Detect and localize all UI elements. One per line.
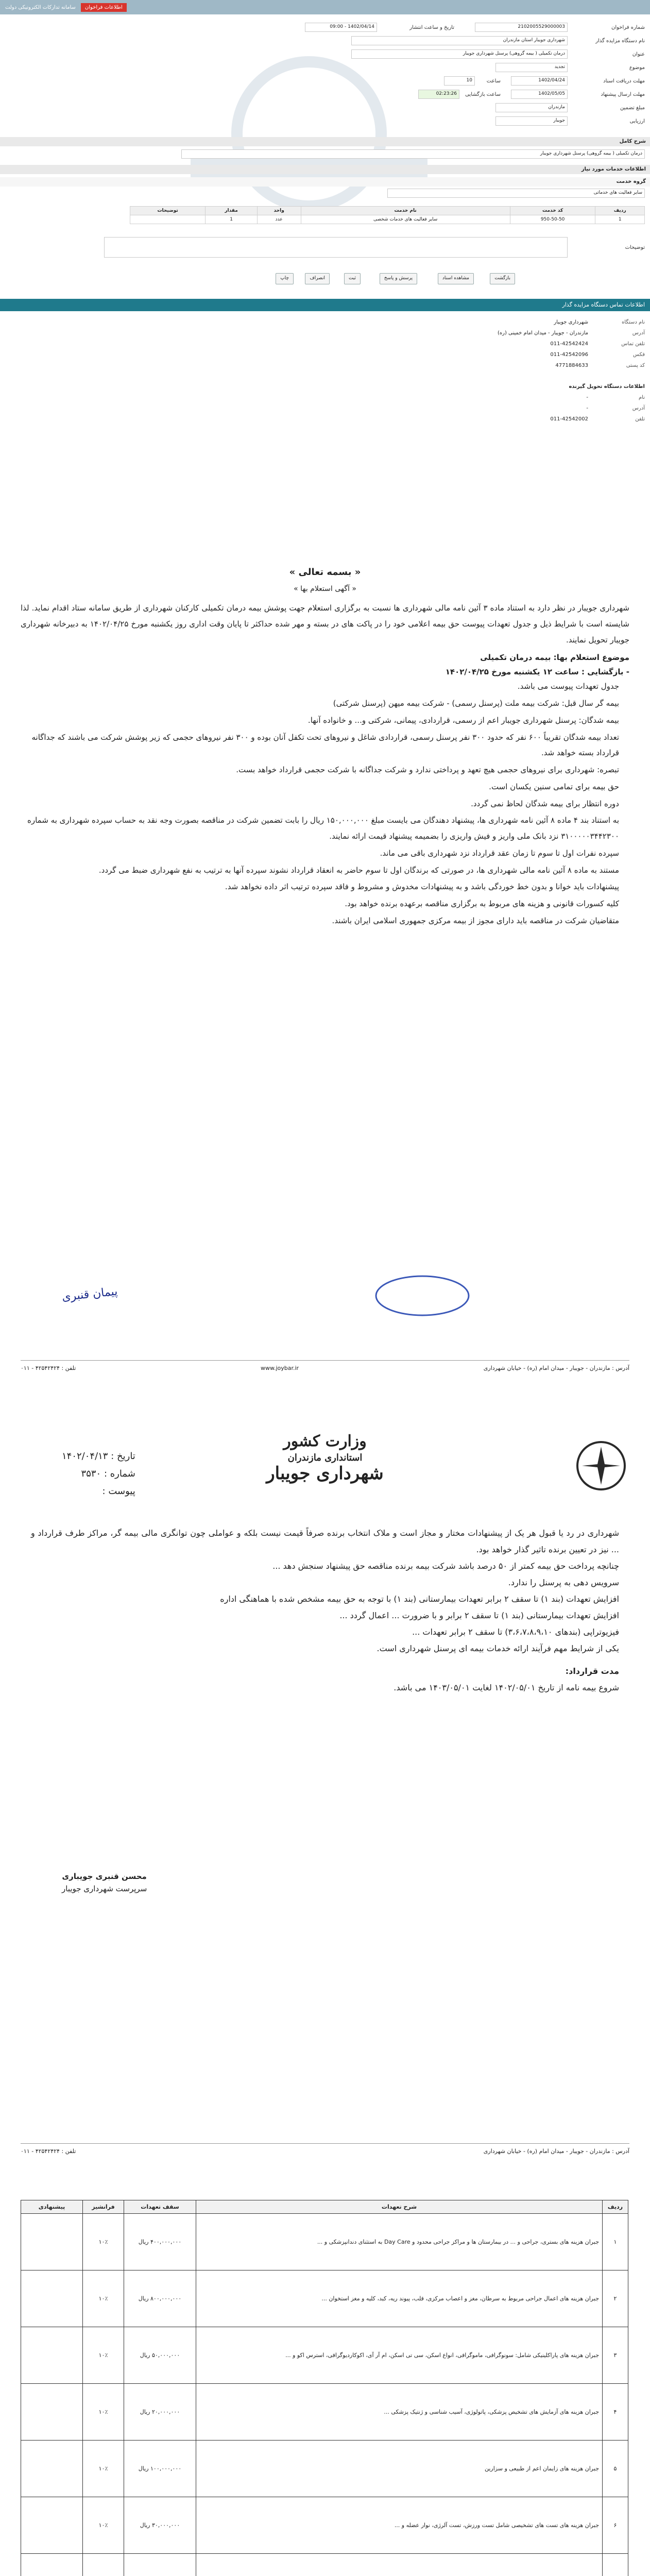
ministry-name: وزارت کشور xyxy=(283,1432,367,1450)
opening-time-field: 02:23:26 xyxy=(418,90,459,99)
publish-date-field: 1402/04/14 - 09:00 xyxy=(305,23,377,32)
field-row-guarantee xyxy=(495,103,645,112)
list-item: دوره انتظار برای بیمه شدگان لحاظ نمی گردد. xyxy=(471,799,619,808)
signature-1: پیمان قنبری xyxy=(61,1285,118,1304)
col-header: ردیف xyxy=(595,207,645,215)
franchise-cell: ۱۰٪ xyxy=(83,2497,124,2554)
stamp-icon xyxy=(371,1273,474,1319)
offer-cell xyxy=(21,2214,83,2270)
footnote-label: توضیحات xyxy=(625,244,645,250)
col-header: کد خدمت xyxy=(510,207,595,215)
list-item: تعداد بیمه شدگان تقریباً ۶۰۰ نفر که حدود ۳۰۰ نفر پرسنل رسمی، قراردادی شاغل و نیروهای تحت تکفل آنان بوده و ۳۰۰ نفر نیروهای حجمی که زیر پوشش شرکت می باشند که جداگانه قرارداد بسته خواهد شد. xyxy=(31,732,619,758)
contact-value: - xyxy=(586,405,588,411)
view-docs-button[interactable]: مشاهده اسناد xyxy=(438,273,474,284)
contact-line xyxy=(6,330,645,336)
letter-paragraph: افزایش تعهدات بیمارستانی (بند ۱) تا سقف ۲ برابر و با ضرورت ... اعمال گردد ... xyxy=(339,1611,619,1620)
notice-topic: موضوع استعلام بها: بیمه درمان تکمیلی xyxy=(480,653,629,663)
franchise-cell: ۱۰٪ xyxy=(83,2384,124,2441)
field-label: شماره فراخوان xyxy=(611,24,645,30)
footer-phone: تلفن : ۴۲۵۴۲۴۲۴ - ۰۱۱ xyxy=(21,1365,76,1371)
cap-cell xyxy=(124,2554,196,2576)
description-cell: جبران هزینه های آزمایش های تشخیص پزشکی، پاتولوژی، آسیب شناسی و ژنتیک پزشکی ... xyxy=(196,2384,603,2441)
letter-paragraph: یکی از شرایط مهم فرآیند ارائه خدمات بیمه ای پرسنل شهرداری است. xyxy=(377,1643,619,1653)
site-topbar xyxy=(0,0,650,14)
description-cell: جبران هزینه های پاراکلینیکی شامل: سونوگرافی، ماموگرافی، انواع اسکن، سی تی اسکن، ام آر آی، اکوکاردیوگرافی، استرس اکو و ... xyxy=(196,2327,603,2384)
footer-address: آدرس : مازندران - جویبار - میدان امام (ره) - خیابان شهرداری xyxy=(483,2148,629,2155)
table-row xyxy=(21,2327,628,2384)
field-row-docs-deadline xyxy=(444,76,645,86)
field-label: مهلت ارسال پیشنهاد xyxy=(601,91,645,97)
letter-body xyxy=(31,1525,619,1696)
date-label: تاریخ : xyxy=(111,1451,135,1462)
ministry-emblem-icon xyxy=(573,1437,629,1494)
field-label: نام دستگاه مزایده گذار xyxy=(595,38,645,44)
franchise-cell: ۱۰٪ xyxy=(83,2327,124,2384)
cell: 1 xyxy=(595,215,645,224)
coverage-table-body xyxy=(21,2214,628,2576)
notice-section xyxy=(0,536,650,1406)
org-name: شهرداری جویبار xyxy=(266,1463,384,1484)
offer-cell xyxy=(21,2554,83,2576)
org-name-field: شهرداری جویبار استان مازندران xyxy=(351,36,568,45)
contact-value: - xyxy=(586,395,588,400)
col-header: شرح تعهدات xyxy=(196,2200,603,2214)
cell: سایر فعالیت های خدمات شخصی xyxy=(301,215,510,224)
table-row xyxy=(21,2497,628,2554)
footnote-field xyxy=(104,237,568,258)
coverage-table-section xyxy=(0,2190,650,2576)
contact-line xyxy=(6,341,645,347)
tender-form-section xyxy=(0,0,650,299)
letter-paragraph: فیزیوتراپی (بندهای ۳،۶،۷،۸،۹،۱۰) تا سقف ۲ برابر تعهدات ... xyxy=(412,1627,619,1637)
full-description-band: شرح کامل xyxy=(0,137,650,146)
letter-signature xyxy=(62,1870,147,1895)
offer-cell xyxy=(21,2327,83,2384)
contact-key: فکس xyxy=(632,352,645,358)
cap-cell: ۱۰۰,۰۰۰,۰۰۰ ریال xyxy=(124,2441,196,2497)
services-info-band: اطلاعات خدمات مورد نیاز xyxy=(0,165,650,174)
franchise-cell: ۱۰٪ xyxy=(83,2214,124,2270)
offer-deadline-field: 1402/05/05 xyxy=(511,90,568,99)
letter-paragraph: شهرداری در رد یا قبول هر یک از پیشنهادات مختار و مجاز است و ملاک انتخاب برنده صرفاً قیمت نیست بلکه و عواملی چون توانگری مالی بیمه گر، مراکز طرف قرارداد و ... نیز در تعیین برنده تاثیر گذار خواهد بود. xyxy=(31,1528,619,1554)
offer-cell xyxy=(21,2270,83,2327)
letter-date: ۱۴۰۲/۰۴/۱۳ xyxy=(62,1451,108,1462)
field-label: ساعت xyxy=(486,78,501,84)
footer-web[interactable]: www.joybar.ir xyxy=(261,1365,299,1371)
cap-cell: ۳۰,۰۰۰,۰۰۰ ریال xyxy=(124,2497,196,2554)
field-label: ارزیابی xyxy=(629,118,645,124)
list-item: تبصره: شهرداری برای نیروهای حجمی هیچ تعهد و پرداختی ندارد و شرکت جداگانه با شرکت حجمی قرارداد خواهد بست. xyxy=(236,765,619,774)
contract-term-title: مدت قرارداد: xyxy=(565,1666,619,1676)
field-label: مبلغ تضمین xyxy=(620,105,645,111)
franchise-cell xyxy=(83,2554,124,2576)
print-button[interactable]: چاپ xyxy=(276,273,294,284)
contact-key: تلفن xyxy=(635,416,645,422)
field-label: تاریخ و ساعت انتشار xyxy=(409,24,454,30)
subject-field: تجدید xyxy=(495,63,568,72)
description-cell: جبران هزینه های بستری، جراحی و ... در بیمارستان ها و مراکز جراحی محدود و Day Care به استثنای دندانپزشکی و ... xyxy=(196,2214,603,2270)
qa-button[interactable]: پرسش و پاسخ xyxy=(380,273,417,284)
tender-number-field: 2102005529000003 xyxy=(475,23,568,32)
col-header: سقف تعهدات xyxy=(124,2200,196,2214)
footer-address: آدرس : مازندران - جویبار - میدان امام (ره) - خیابان شهرداری xyxy=(483,1365,629,1371)
field-row-subject xyxy=(495,63,645,72)
col-header: واحد xyxy=(257,207,301,215)
row-number-cell: ۱ xyxy=(603,2214,628,2270)
contact-key: نام دستگاه xyxy=(622,319,645,325)
table-row xyxy=(21,2441,628,2497)
description-row xyxy=(181,149,645,159)
footer-phone: تلفن : ۴۲۵۴۲۴۲۴ - ۰۱۱ xyxy=(21,2148,76,2155)
list-item: متقاضیان شرکت در مناقصه باید دارای مجوز از بیمه مرکزی جمهوری اسلامی ایران باشند. xyxy=(332,916,619,925)
number-label: شماره : xyxy=(104,1468,135,1480)
notice-conditions xyxy=(21,679,629,928)
cell: عدد xyxy=(257,215,301,224)
city-field: جویبار xyxy=(495,116,568,126)
table-row xyxy=(21,2384,628,2441)
receiver-title: اطلاعات دستگاه تحویل گیرنده xyxy=(569,384,645,389)
contact-value: 4771884633 xyxy=(555,363,588,368)
attach-label: پیوست : xyxy=(102,1486,135,1497)
service-group-row xyxy=(387,189,645,198)
description-cell: جبران هزینه های اعمال جراحی مربوط به سرطان، مغز و اعصاب مرکزی، قلب، پیوند ریه، کبد، کلیه و مغز استخوان ... xyxy=(196,2270,603,2327)
row-number-cell: ۲ xyxy=(603,2270,628,2327)
description-field: درمان تکمیلی ( بیمه گروهی) پرسنل شهرداری جویبار xyxy=(181,149,645,159)
cell xyxy=(130,215,206,224)
service-group-band: گروه خدمت xyxy=(0,177,650,187)
letter-section xyxy=(0,1406,650,2190)
cap-cell: ۴۰۰,۰۰۰,۰۰۰ ریال xyxy=(124,2214,196,2270)
letter-title xyxy=(175,1432,475,1484)
franchise-cell: ۱۰٪ xyxy=(83,2270,124,2327)
field-row-number xyxy=(305,23,645,32)
table-row xyxy=(21,2554,628,2576)
contact-section xyxy=(0,299,650,536)
contact-key: تلفن تماس xyxy=(621,341,645,347)
field-label: موضوع xyxy=(629,64,645,71)
service-group-field: سایر فعالیت های خدماتی xyxy=(387,189,645,198)
province-name: استانداری مازندران xyxy=(287,1452,363,1463)
site-title: سامانه تدارکات الکترونیکی دولت xyxy=(5,4,76,10)
table-row xyxy=(21,2270,628,2327)
service-table xyxy=(130,206,645,224)
col-header: ردیف xyxy=(603,2200,628,2214)
receiver-line xyxy=(6,405,645,411)
list-item: مستند به ماده ۸ آئین نامه مالی شهرداری ها، در صورتی که برندگان اول تا سوم حاضر به انعقاد قرارداد نشوند سپرده آنها به ترتیب به نفع شهرداری ضبط می گردد. xyxy=(98,865,619,875)
contact-key: نام xyxy=(638,395,645,400)
province-field: مازندران xyxy=(495,103,568,112)
row-number-cell: ۵ xyxy=(603,2441,628,2497)
contact-key: آدرس xyxy=(632,330,645,336)
cap-cell: ۵۰,۰۰۰,۰۰۰ ریال xyxy=(124,2327,196,2384)
contact-header: اطلاعات تماس دستگاه مزایده گذار xyxy=(0,299,650,311)
contact-value: 011-42542096 xyxy=(550,352,588,358)
submit-button[interactable]: ثبت xyxy=(344,273,361,284)
contact-key: کد پستی xyxy=(626,363,645,368)
receiver-line xyxy=(6,416,645,422)
letter-paragraph: سرویس دهی به پرسنل را ندارد. xyxy=(508,1578,619,1587)
row-number-cell: ۳ xyxy=(603,2327,628,2384)
signer-title: سرپرست شهرداری جویبار xyxy=(62,1884,147,1893)
list-item: به استناد بند ۴ ماده ۸ آئین نامه شهرداری ها، پیشنهاد دهندگان می بایست مبلغ ۱۵۰,۰۰۰,۰۰۰ ریال را بابت تضمین شرکت در مناقصه بصورت وجه نقد به حساب سپرده شهرداری به شماره ۳۱۰۰۰۰۰۳۴۴۲۳۰۰ نزد بانک ملی واریز و فیش واریزی را بضمیمه پیشنهاد قیمت ارائه نمایند. xyxy=(27,816,619,841)
receiver-line xyxy=(6,395,645,400)
list-item: بیمه شدگان: پرسنل شهرداری جویبار اعم از رسمی، قراردادی، پیمانی، شرکتی و... و خانواده آنها. xyxy=(307,715,619,725)
letter-footer xyxy=(21,2143,629,2174)
basmala: « بسمه تعالی » xyxy=(289,567,361,578)
letter-meta xyxy=(62,1448,135,1501)
list-item: پیشنهادات باید خوانا و بدون خط خوردگی باشد و به پیشنهادات مخدوش و مشروط و فاقد سپرده ترتیب اثر داده نخواهد شد. xyxy=(225,882,619,892)
cancel-button[interactable]: انصراف xyxy=(305,273,330,284)
contact-line xyxy=(6,319,645,325)
col-header: فرانشیز xyxy=(83,2200,124,2214)
contact-key: آدرس xyxy=(632,405,645,411)
col-header: مقدار xyxy=(206,207,258,215)
cap-cell: ۸۰۰,۰۰۰,۰۰۰ ریال xyxy=(124,2270,196,2327)
table-row xyxy=(130,215,645,224)
coverage-table-header xyxy=(21,2200,628,2214)
letter-paragraph: افزایش تعهدات (بند ۱) تا سقف ۲ برابر تعهدات بیمارستانی (بند ۱) با توجه به حق بیمه مشخص شده با هماهنگی اداره xyxy=(220,1594,619,1604)
list-item: جدول تعهدات پیوست می باشد. xyxy=(517,682,619,691)
offer-cell xyxy=(21,2441,83,2497)
tender-title-field: درمان تکمیلی ( بیمه گروهی) پرسنل شهرداری جویبار xyxy=(351,49,568,59)
field-label: مهلت دریافت اسناد xyxy=(603,78,645,84)
service-table-header xyxy=(130,207,645,215)
col-header: نام خدمت xyxy=(301,207,510,215)
col-header: پیشنهادی xyxy=(21,2200,83,2214)
notice-subtitle: « آگهی استعلام بها » xyxy=(294,585,356,593)
list-item: بیمه گر سال قبل: شرکت بیمه ملت (پرسنل رسمی) - شرکت بیمه میهن (پرسنل شرکتی) xyxy=(333,699,619,708)
contact-value: شهرداری جویبار xyxy=(554,319,588,325)
offer-cell xyxy=(21,2497,83,2554)
col-header: توضیحات xyxy=(130,207,206,215)
field-label: عنوان xyxy=(632,51,645,57)
list-item: سپرده نفرات اول تا سوم تا زمان عقد قرارداد نزد شهرداری باقی می ماند. xyxy=(380,848,619,858)
description-cell xyxy=(196,2554,603,2576)
cap-cell: ۲۰,۰۰۰,۰۰۰ ریال xyxy=(124,2384,196,2441)
footnote-row xyxy=(104,237,645,258)
contact-line xyxy=(6,352,645,358)
row-number-cell: ۴ xyxy=(603,2384,628,2441)
letter-paragraph: شروع بیمه نامه از تاریخ ۱۴۰۲/۰۵/۰۱ لغایت ۱۴۰۳/۰۵/۰۱ می باشد. xyxy=(394,1683,619,1692)
signer-name: محسن قنبری جویباری xyxy=(62,1872,147,1881)
docs-deadline-field: 1402/04/24 xyxy=(511,76,568,86)
cell: 950-50-50 xyxy=(510,215,595,224)
field-row-title xyxy=(351,49,645,59)
notice-footer xyxy=(21,1360,629,1391)
row-number-cell: ۶ xyxy=(603,2497,628,2554)
back-button[interactable]: بازگشت xyxy=(490,273,515,284)
cell: 1 xyxy=(206,215,258,224)
list-item: حق بیمه برای تمامی سنین یکسان است. xyxy=(489,782,619,791)
offer-cell xyxy=(21,2384,83,2441)
letter-paragraph: چنانچه پرداخت حق بیمه کمتر از ۵۰ درصد باشد شرکت بیمه برنده مناقصه حق پیشنهاد سنجش دهد ... xyxy=(272,1561,619,1571)
field-row-org xyxy=(351,36,645,45)
coverage-table xyxy=(21,2200,628,2576)
notice-opening-date: - بازگشایی : ساعت ۱۲ یکشنبه مورخ ۱۴۰۲/۰۴/۲۵ xyxy=(445,667,629,677)
row-number-cell xyxy=(603,2554,628,2576)
description-cell: جبران هزینه های زایمان اعم از طبیعی و سزارین xyxy=(196,2441,603,2497)
contact-value: 011-42542002 xyxy=(550,416,588,422)
docs-hour-field: 10 xyxy=(444,76,475,86)
list-item: کلیه کسورات قانونی و هزینه های مربوط به برگزاری مناقصه برعهده برنده خواهد بود. xyxy=(345,899,619,908)
contact-grid xyxy=(6,319,645,427)
action-buttons xyxy=(155,273,515,289)
contact-value: 011-42542424 xyxy=(550,341,588,347)
field-row-eval xyxy=(495,116,645,126)
table-row xyxy=(21,2214,628,2270)
contact-value: مازندران - جویبار - میدان امام خمینی (ره) xyxy=(497,330,588,336)
site-tab[interactable]: اطلاعات فراخوان xyxy=(81,3,127,12)
franchise-cell: ۱۰٪ xyxy=(83,2441,124,2497)
notice-intro: شهرداری جویبار در نظر دارد به استناد ماده ۳ آئین نامه مالی شهرداری ها نسبت به برگزاری استعلام جهت پوشش بیمه درمان تکمیلی کارکنان شهرداری از طریق سامانه ستاد اقدام نماید. لذا شایسته است با شرایط ذیل و جدول تعهدات پیوست حق بیمه اعلامی خود را در پاکت های در بسته و مهر شده حداکثر تا پایان وقت اداری روز یکشنبه مورخ ۱۴۰۲/۰۴/۲۵ به دبیرخانه شهرداری جویبار تحویل نمایند. xyxy=(21,603,629,645)
letter-header xyxy=(21,1427,629,1504)
description-cell: جبران هزینه های تست های تشخیصی شامل تست ورزش، تست آلرژی، نوار عضله و ... xyxy=(196,2497,603,2554)
field-label: ساعت بازگشایی xyxy=(465,91,501,97)
contact-line xyxy=(6,363,645,368)
field-row-offer-deadline xyxy=(418,90,645,99)
letter-number: ۳۵۳۰ xyxy=(81,1468,101,1480)
